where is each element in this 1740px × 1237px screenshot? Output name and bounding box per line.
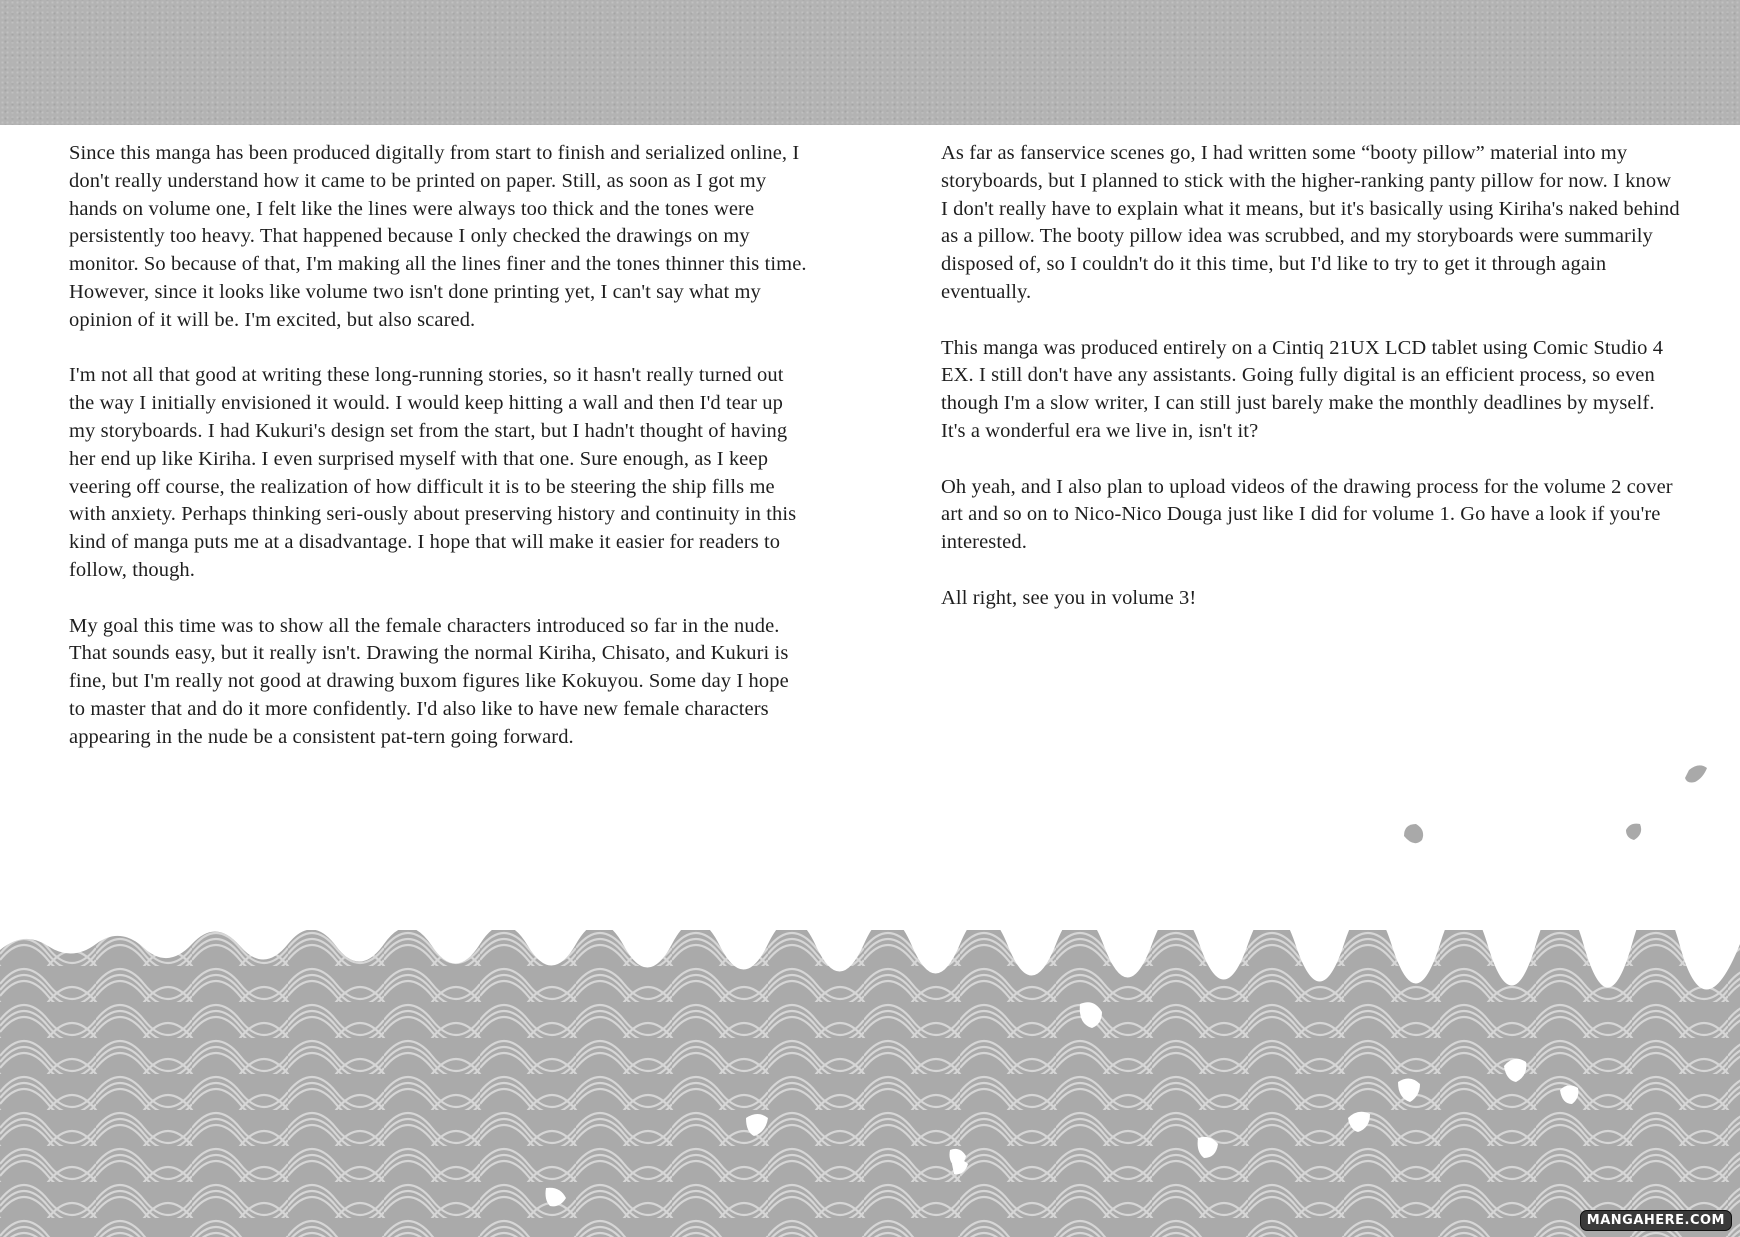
paragraph: All right, see you in volume 3! [941, 586, 1197, 609]
petal-grey [1404, 824, 1423, 843]
paragraph: Oh yeah, and I also plan to upload videos of the drawing process for the volume 2 cover art and so on to Nico-Nico Douga just like I did for volume 1. Go have a look if you're interested. [941, 475, 1673, 554]
paragraph: My goal this time was to show all the female characters introduced so far in the nude. That sounds easy, but it really isn't. Drawing the normal Kiriha, Chisato, and Kukuri is fine, but I'm really not good at drawing buxom figures like Kokuyou. Some day I hope to master that and do it more confidently. I'd also like to have new female characters appearing in the nude be a consistent pat-tern going forward. [69, 614, 789, 748]
paragraph: I'm not all that good at writing these long-running stories, so it hasn't really turned out the way I initially envisioned it would. I would keep hitting a wall and then I'd tear up my storyboards. I had Kukuri's design set from the start, but I hadn't thought of having her end up like Kiriha. I even surprised myself with that one. Sure enough, as I keep veering off course, the realization of how difficult it is to be steering the ship fills me with anxiety. Perhaps thinking seri-ously about preserving history and continuity in this kind of manga puts me at a disadvantage. I hope that will make it easier for readers to follow, though. [69, 364, 797, 581]
petal-grey [1626, 824, 1641, 840]
petal-grey [1685, 765, 1707, 782]
paragraph: Since this manga has been produced digitally from start to finish and serialized online, I don't really understand how it came to be printed on paper. Still, as soon as I got my hands on volume one, I felt like the lines were always too thick and the tones were persistently too heavy. That happened because I only checked the drawings on my monitor. So because of that, I'm making all the lines finer and the tones thinner this time. However, since it looks like volume two isn't done printing yet, I can't say what my opinion of it will be. I'm excited, but also scared. [69, 142, 807, 331]
seigaiha-wave-pattern [0, 930, 1740, 1237]
right-text-column [941, 140, 1681, 640]
paragraph: As far as fanservice scenes go, I had written some “booty pillow” material into my storyboards, but I planned to stick with the higher-ranking panty pillow for now. I know I don't really have to explain what it means, but it's basically using Kiriha's naked behind as a pillow. The booty pillow idea was scrubbed, and my storyboards were summarily disposed of, so I couldn't do it this time, but I'd like to try to get it through again eventually. [941, 142, 1680, 303]
left-text-column [69, 140, 809, 779]
top-screentone-band [0, 0, 1740, 125]
paragraph: This manga was produced entirely on a Cintiq 21UX LCD tablet using Comic Studio 4 EX. I still don't have any assistants. Going fully digital is an efficient process, so even though I'm a slow writer, I can still just barely make the monthly deadlines by myself. It's a wonderful era we live in, isn't it? [941, 336, 1664, 442]
site-watermark: MANGAHERE.COM [1580, 1210, 1732, 1231]
